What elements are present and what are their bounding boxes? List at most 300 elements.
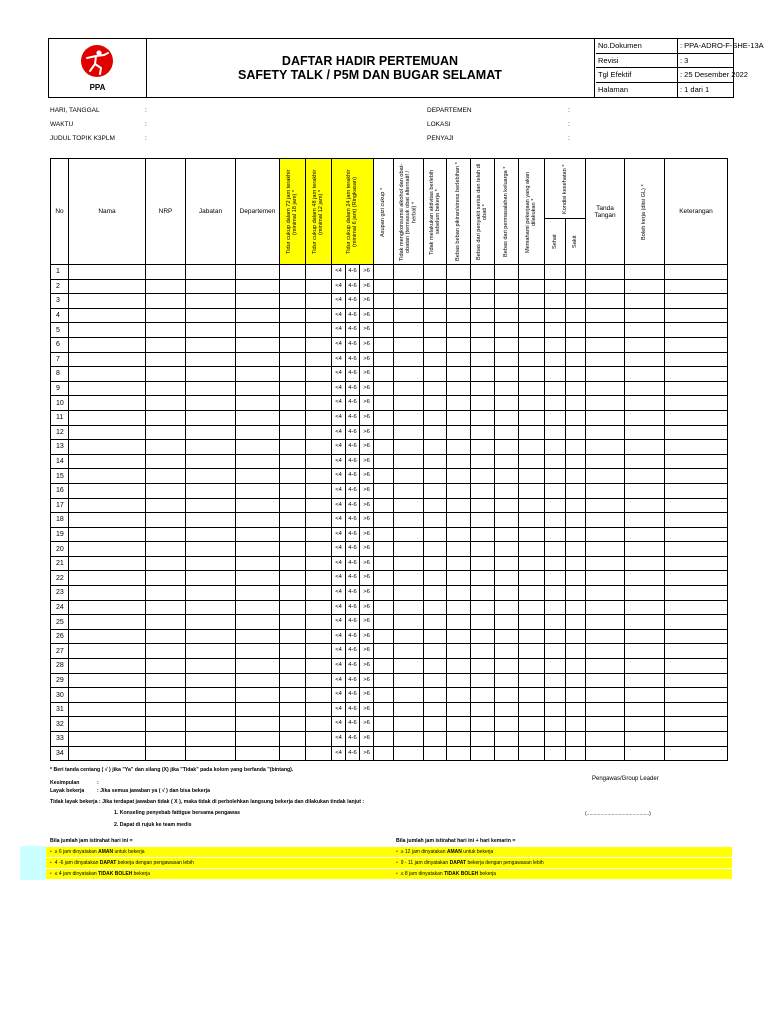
cell-keterangan[interactable] <box>665 352 728 367</box>
cell-boleh-kerja[interactable] <box>625 308 665 323</box>
cell-departemen[interactable] <box>236 615 280 630</box>
cell-departemen[interactable] <box>236 673 280 688</box>
cell-nama[interactable] <box>69 673 146 688</box>
cell-nama[interactable] <box>69 440 146 455</box>
sleep-option[interactable]: <4 <box>332 367 346 381</box>
cell-asupan[interactable] <box>374 396 394 411</box>
cell-sakit[interactable] <box>566 498 586 513</box>
cell-aktivitas[interactable] <box>424 615 447 630</box>
cell-sakit[interactable] <box>566 644 586 659</box>
sleep-option[interactable]: >6 <box>363 457 370 464</box>
cell-sehat[interactable] <box>545 440 566 455</box>
cell-sleep48[interactable] <box>306 323 332 338</box>
cell-nama[interactable] <box>69 732 146 747</box>
cell-departemen[interactable] <box>236 323 280 338</box>
cell-departemen[interactable] <box>236 469 280 484</box>
cell-departemen[interactable] <box>236 542 280 557</box>
cell-sakit[interactable] <box>566 659 586 674</box>
cell-boleh-kerja[interactable] <box>625 586 665 601</box>
cell-asupan[interactable] <box>374 308 394 323</box>
cell-sleep24[interactable] <box>332 454 374 469</box>
cell-aktivitas[interactable] <box>424 440 447 455</box>
cell-sleep48[interactable] <box>306 440 332 455</box>
cell-asupan[interactable] <box>374 294 394 309</box>
cell-keluarga[interactable] <box>495 600 519 615</box>
sleep-option[interactable]: 4-6 <box>346 323 360 337</box>
cell-sleep72[interactable] <box>280 308 306 323</box>
cell-nrp[interactable] <box>146 440 186 455</box>
cell-keterangan[interactable] <box>665 513 728 528</box>
cell-paham[interactable] <box>519 410 545 425</box>
cell-tanda-tangan[interactable] <box>586 644 625 659</box>
cell-alkohol[interactable] <box>394 352 424 367</box>
cell-aktivitas[interactable] <box>424 527 447 542</box>
cell-alkohol[interactable] <box>394 688 424 703</box>
cell-departemen[interactable] <box>236 279 280 294</box>
cell-penyakit[interactable] <box>471 600 495 615</box>
cell-sakit[interactable] <box>566 600 586 615</box>
cell-sehat[interactable] <box>545 746 566 761</box>
sleep-option[interactable]: <4 <box>332 630 346 644</box>
cell-tanda-tangan[interactable] <box>586 688 625 703</box>
sleep-option[interactable]: <4 <box>332 732 346 746</box>
cell-jabatan[interactable] <box>186 265 236 280</box>
cell-nama[interactable] <box>69 294 146 309</box>
cell-sakit[interactable] <box>566 542 586 557</box>
cell-departemen[interactable] <box>236 527 280 542</box>
cell-sleep48[interactable] <box>306 498 332 513</box>
cell-stress[interactable] <box>447 702 471 717</box>
cell-sakit[interactable] <box>566 279 586 294</box>
cell-paham[interactable] <box>519 308 545 323</box>
cell-stress[interactable] <box>447 629 471 644</box>
cell-tanda-tangan[interactable] <box>586 469 625 484</box>
cell-stress[interactable] <box>447 688 471 703</box>
cell-aktivitas[interactable] <box>424 352 447 367</box>
cell-paham[interactable] <box>519 717 545 732</box>
cell-paham[interactable] <box>519 454 545 469</box>
cell-departemen[interactable] <box>236 410 280 425</box>
cell-sleep48[interactable] <box>306 469 332 484</box>
cell-keterangan[interactable] <box>665 308 728 323</box>
cell-sehat[interactable] <box>545 659 566 674</box>
cell-paham[interactable] <box>519 600 545 615</box>
cell-nama[interactable] <box>69 527 146 542</box>
cell-nama[interactable] <box>69 410 146 425</box>
cell-jabatan[interactable] <box>186 323 236 338</box>
cell-tanda-tangan[interactable] <box>586 527 625 542</box>
sleep-option[interactable]: 4-6 <box>346 440 360 454</box>
cell-sleep24[interactable] <box>332 513 374 528</box>
sleep-option[interactable]: >6 <box>363 282 370 289</box>
cell-keluarga[interactable] <box>495 323 519 338</box>
cell-nrp[interactable] <box>146 279 186 294</box>
cell-sehat[interactable] <box>545 367 566 382</box>
cell-penyakit[interactable] <box>471 556 495 571</box>
cell-sehat[interactable] <box>545 498 566 513</box>
cell-tanda-tangan[interactable] <box>586 425 625 440</box>
sleep-option[interactable]: >6 <box>363 530 370 537</box>
cell-boleh-kerja[interactable] <box>625 702 665 717</box>
cell-tanda-tangan[interactable] <box>586 352 625 367</box>
cell-sleep48[interactable] <box>306 629 332 644</box>
cell-sleep72[interactable] <box>280 513 306 528</box>
cell-nrp[interactable] <box>146 702 186 717</box>
cell-sakit[interactable] <box>566 483 586 498</box>
cell-keluarga[interactable] <box>495 425 519 440</box>
cell-nrp[interactable] <box>146 746 186 761</box>
cell-sehat[interactable] <box>545 308 566 323</box>
sleep-option[interactable]: 4-6 <box>346 747 360 761</box>
cell-jabatan[interactable] <box>186 644 236 659</box>
cell-nrp[interactable] <box>146 469 186 484</box>
cell-departemen[interactable] <box>236 425 280 440</box>
cell-sleep24[interactable] <box>332 308 374 323</box>
cell-asupan[interactable] <box>374 542 394 557</box>
cell-sleep48[interactable] <box>306 396 332 411</box>
cell-keluarga[interactable] <box>495 717 519 732</box>
cell-keluarga[interactable] <box>495 410 519 425</box>
sleep-option[interactable]: <4 <box>332 674 346 688</box>
cell-sehat[interactable] <box>545 337 566 352</box>
cell-alkohol[interactable] <box>394 381 424 396</box>
sleep-option[interactable]: 4-6 <box>346 309 360 323</box>
cell-sakit[interactable] <box>566 527 586 542</box>
cell-stress[interactable] <box>447 308 471 323</box>
cell-sleep24[interactable] <box>332 425 374 440</box>
cell-keterangan[interactable] <box>665 644 728 659</box>
cell-nama[interactable] <box>69 337 146 352</box>
cell-nama[interactable] <box>69 702 146 717</box>
cell-sleep72[interactable] <box>280 367 306 382</box>
cell-boleh-kerja[interactable] <box>625 527 665 542</box>
cell-keluarga[interactable] <box>495 279 519 294</box>
sleep-option[interactable]: <4 <box>332 542 346 556</box>
cell-sleep24[interactable] <box>332 702 374 717</box>
cell-boleh-kerja[interactable] <box>625 396 665 411</box>
cell-alkohol[interactable] <box>394 483 424 498</box>
cell-nrp[interactable] <box>146 527 186 542</box>
cell-alkohol[interactable] <box>394 600 424 615</box>
cell-jabatan[interactable] <box>186 308 236 323</box>
cell-boleh-kerja[interactable] <box>625 717 665 732</box>
cell-jabatan[interactable] <box>186 454 236 469</box>
sleep-option[interactable]: <4 <box>332 294 346 308</box>
cell-sleep24[interactable] <box>332 746 374 761</box>
cell-asupan[interactable] <box>374 425 394 440</box>
cell-asupan[interactable] <box>374 279 394 294</box>
cell-penyakit[interactable] <box>471 542 495 557</box>
cell-aktivitas[interactable] <box>424 702 447 717</box>
cell-sehat[interactable] <box>545 717 566 732</box>
cell-sleep48[interactable] <box>306 746 332 761</box>
cell-boleh-kerja[interactable] <box>625 556 665 571</box>
cell-asupan[interactable] <box>374 702 394 717</box>
cell-sleep48[interactable] <box>306 381 332 396</box>
cell-sakit[interactable] <box>566 454 586 469</box>
sleep-option[interactable]: >6 <box>363 340 370 347</box>
cell-alkohol[interactable] <box>394 629 424 644</box>
sleep-option[interactable]: 4-6 <box>346 644 360 658</box>
cell-penyakit[interactable] <box>471 629 495 644</box>
cell-penyakit[interactable] <box>471 717 495 732</box>
cell-nama[interactable] <box>69 367 146 382</box>
cell-sleep24[interactable] <box>332 440 374 455</box>
sleep-option[interactable]: 4-6 <box>346 455 360 469</box>
sleep-option[interactable]: 4-6 <box>346 426 360 440</box>
cell-paham[interactable] <box>519 294 545 309</box>
cell-boleh-kerja[interactable] <box>625 265 665 280</box>
sleep-option[interactable]: >6 <box>363 370 370 377</box>
cell-alkohol[interactable] <box>394 396 424 411</box>
sleep-option[interactable]: >6 <box>363 705 370 712</box>
sleep-option[interactable]: >6 <box>363 589 370 596</box>
cell-departemen[interactable] <box>236 586 280 601</box>
cell-stress[interactable] <box>447 556 471 571</box>
cell-jabatan[interactable] <box>186 367 236 382</box>
cell-aktivitas[interactable] <box>424 673 447 688</box>
cell-keterangan[interactable] <box>665 717 728 732</box>
cell-nrp[interactable] <box>146 367 186 382</box>
cell-alkohol[interactable] <box>394 571 424 586</box>
cell-sehat[interactable] <box>545 629 566 644</box>
cell-keterangan[interactable] <box>665 659 728 674</box>
cell-asupan[interactable] <box>374 571 394 586</box>
sleep-option[interactable]: 4-6 <box>346 557 360 571</box>
cell-stress[interactable] <box>447 352 471 367</box>
cell-aktivitas[interactable] <box>424 454 447 469</box>
sleep-option[interactable]: <4 <box>332 659 346 673</box>
sleep-option[interactable]: >6 <box>363 676 370 683</box>
cell-nrp[interactable] <box>146 732 186 747</box>
cell-aktivitas[interactable] <box>424 337 447 352</box>
cell-departemen[interactable] <box>236 294 280 309</box>
cell-stress[interactable] <box>447 527 471 542</box>
cell-sakit[interactable] <box>566 308 586 323</box>
cell-penyakit[interactable] <box>471 469 495 484</box>
cell-nama[interactable] <box>69 644 146 659</box>
cell-keluarga[interactable] <box>495 440 519 455</box>
cell-sleep24[interactable] <box>332 659 374 674</box>
cell-sakit[interactable] <box>566 410 586 425</box>
cell-nrp[interactable] <box>146 644 186 659</box>
cell-sleep72[interactable] <box>280 294 306 309</box>
cell-sleep24[interactable] <box>332 323 374 338</box>
sleep-option[interactable]: >6 <box>363 399 370 406</box>
cell-sleep24[interactable] <box>332 527 374 542</box>
cell-sleep24[interactable] <box>332 586 374 601</box>
cell-sleep24[interactable] <box>332 367 374 382</box>
cell-sleep24[interactable] <box>332 396 374 411</box>
cell-asupan[interactable] <box>374 469 394 484</box>
cell-keterangan[interactable] <box>665 702 728 717</box>
sleep-option[interactable]: <4 <box>332 717 346 731</box>
cell-tanda-tangan[interactable] <box>586 615 625 630</box>
cell-sleep48[interactable] <box>306 367 332 382</box>
cell-asupan[interactable] <box>374 659 394 674</box>
cell-aktivitas[interactable] <box>424 542 447 557</box>
cell-jabatan[interactable] <box>186 513 236 528</box>
cell-sehat[interactable] <box>545 425 566 440</box>
cell-penyakit[interactable] <box>471 732 495 747</box>
cell-departemen[interactable] <box>236 571 280 586</box>
cell-paham[interactable] <box>519 688 545 703</box>
cell-alkohol[interactable] <box>394 323 424 338</box>
cell-sleep72[interactable] <box>280 352 306 367</box>
cell-sleep48[interactable] <box>306 586 332 601</box>
cell-nrp[interactable] <box>146 615 186 630</box>
cell-departemen[interactable] <box>236 352 280 367</box>
sleep-option[interactable]: <4 <box>332 513 346 527</box>
sleep-option[interactable]: 4-6 <box>346 571 360 585</box>
cell-boleh-kerja[interactable] <box>625 454 665 469</box>
cell-keluarga[interactable] <box>495 571 519 586</box>
cell-nama[interactable] <box>69 746 146 761</box>
cell-tanda-tangan[interactable] <box>586 513 625 528</box>
cell-sakit[interactable] <box>566 556 586 571</box>
cell-sleep72[interactable] <box>280 688 306 703</box>
cell-jabatan[interactable] <box>186 469 236 484</box>
cell-nama[interactable] <box>69 265 146 280</box>
cell-sleep48[interactable] <box>306 688 332 703</box>
cell-paham[interactable] <box>519 498 545 513</box>
cell-departemen[interactable] <box>236 308 280 323</box>
cell-penyakit[interactable] <box>471 498 495 513</box>
sleep-option[interactable]: >6 <box>363 326 370 333</box>
cell-alkohol[interactable] <box>394 659 424 674</box>
cell-penyakit[interactable] <box>471 294 495 309</box>
cell-sleep72[interactable] <box>280 440 306 455</box>
cell-sleep72[interactable] <box>280 381 306 396</box>
cell-boleh-kerja[interactable] <box>625 571 665 586</box>
cell-sleep24[interactable] <box>332 732 374 747</box>
cell-boleh-kerja[interactable] <box>625 352 665 367</box>
sleep-option[interactable]: 4-6 <box>346 411 360 425</box>
cell-jabatan[interactable] <box>186 571 236 586</box>
cell-jabatan[interactable] <box>186 483 236 498</box>
cell-aktivitas[interactable] <box>424 571 447 586</box>
cell-sleep72[interactable] <box>280 498 306 513</box>
cell-penyakit[interactable] <box>471 571 495 586</box>
cell-alkohol[interactable] <box>394 746 424 761</box>
cell-penyakit[interactable] <box>471 746 495 761</box>
cell-sakit[interactable] <box>566 571 586 586</box>
cell-sleep72[interactable] <box>280 571 306 586</box>
cell-tanda-tangan[interactable] <box>586 586 625 601</box>
sleep-option[interactable]: >6 <box>363 311 370 318</box>
cell-penyakit[interactable] <box>471 702 495 717</box>
cell-sehat[interactable] <box>545 279 566 294</box>
cell-tanda-tangan[interactable] <box>586 717 625 732</box>
sleep-option[interactable]: <4 <box>332 426 346 440</box>
cell-stress[interactable] <box>447 410 471 425</box>
cell-jabatan[interactable] <box>186 732 236 747</box>
cell-asupan[interactable] <box>374 483 394 498</box>
cell-stress[interactable] <box>447 425 471 440</box>
cell-sleep72[interactable] <box>280 732 306 747</box>
cell-nrp[interactable] <box>146 571 186 586</box>
cell-keterangan[interactable] <box>665 483 728 498</box>
cell-paham[interactable] <box>519 586 545 601</box>
cell-penyakit[interactable] <box>471 513 495 528</box>
cell-tanda-tangan[interactable] <box>586 279 625 294</box>
cell-sehat[interactable] <box>545 352 566 367</box>
cell-stress[interactable] <box>447 440 471 455</box>
cell-sleep24[interactable] <box>332 615 374 630</box>
cell-stress[interactable] <box>447 615 471 630</box>
cell-sehat[interactable] <box>545 469 566 484</box>
cell-tanda-tangan[interactable] <box>586 659 625 674</box>
sleep-option[interactable]: <4 <box>332 411 346 425</box>
cell-departemen[interactable] <box>236 513 280 528</box>
sleep-option[interactable]: <4 <box>332 265 346 279</box>
cell-sleep48[interactable] <box>306 513 332 528</box>
cell-sleep24[interactable] <box>332 717 374 732</box>
cell-penyakit[interactable] <box>471 265 495 280</box>
cell-keluarga[interactable] <box>495 673 519 688</box>
cell-sleep72[interactable] <box>280 469 306 484</box>
cell-paham[interactable] <box>519 746 545 761</box>
cell-sleep24[interactable] <box>332 483 374 498</box>
cell-tanda-tangan[interactable] <box>586 498 625 513</box>
cell-stress[interactable] <box>447 483 471 498</box>
cell-sleep72[interactable] <box>280 673 306 688</box>
sleep-option[interactable]: <4 <box>332 571 346 585</box>
cell-stress[interactable] <box>447 265 471 280</box>
cell-asupan[interactable] <box>374 367 394 382</box>
cell-nrp[interactable] <box>146 542 186 557</box>
cell-sakit[interactable] <box>566 265 586 280</box>
cell-sakit[interactable] <box>566 513 586 528</box>
cell-tanda-tangan[interactable] <box>586 483 625 498</box>
cell-jabatan[interactable] <box>186 746 236 761</box>
cell-keterangan[interactable] <box>665 688 728 703</box>
sleep-option[interactable]: 4-6 <box>346 367 360 381</box>
cell-tanda-tangan[interactable] <box>586 571 625 586</box>
cell-sleep24[interactable] <box>332 381 374 396</box>
cell-stress[interactable] <box>447 513 471 528</box>
cell-jabatan[interactable] <box>186 410 236 425</box>
sleep-option[interactable]: <4 <box>332 440 346 454</box>
cell-alkohol[interactable] <box>394 498 424 513</box>
sleep-option[interactable]: >6 <box>363 268 370 274</box>
cell-keluarga[interactable] <box>495 513 519 528</box>
cell-tanda-tangan[interactable] <box>586 337 625 352</box>
cell-alkohol[interactable] <box>394 425 424 440</box>
cell-stress[interactable] <box>447 586 471 601</box>
cell-sleep72[interactable] <box>280 717 306 732</box>
cell-departemen[interactable] <box>236 717 280 732</box>
cell-sleep72[interactable] <box>280 396 306 411</box>
cell-tanda-tangan[interactable] <box>586 323 625 338</box>
sleep-option[interactable]: 4-6 <box>346 717 360 731</box>
cell-sleep72[interactable] <box>280 556 306 571</box>
cell-boleh-kerja[interactable] <box>625 440 665 455</box>
cell-departemen[interactable] <box>236 659 280 674</box>
cell-keluarga[interactable] <box>495 586 519 601</box>
cell-asupan[interactable] <box>374 440 394 455</box>
cell-boleh-kerja[interactable] <box>625 513 665 528</box>
cell-tanda-tangan[interactable] <box>586 294 625 309</box>
cell-keterangan[interactable] <box>665 673 728 688</box>
cell-departemen[interactable] <box>236 644 280 659</box>
cell-nama[interactable] <box>69 629 146 644</box>
cell-tanda-tangan[interactable] <box>586 746 625 761</box>
cell-sehat[interactable] <box>545 381 566 396</box>
sleep-option[interactable]: >6 <box>363 501 370 508</box>
cell-jabatan[interactable] <box>186 498 236 513</box>
cell-keluarga[interactable] <box>495 556 519 571</box>
